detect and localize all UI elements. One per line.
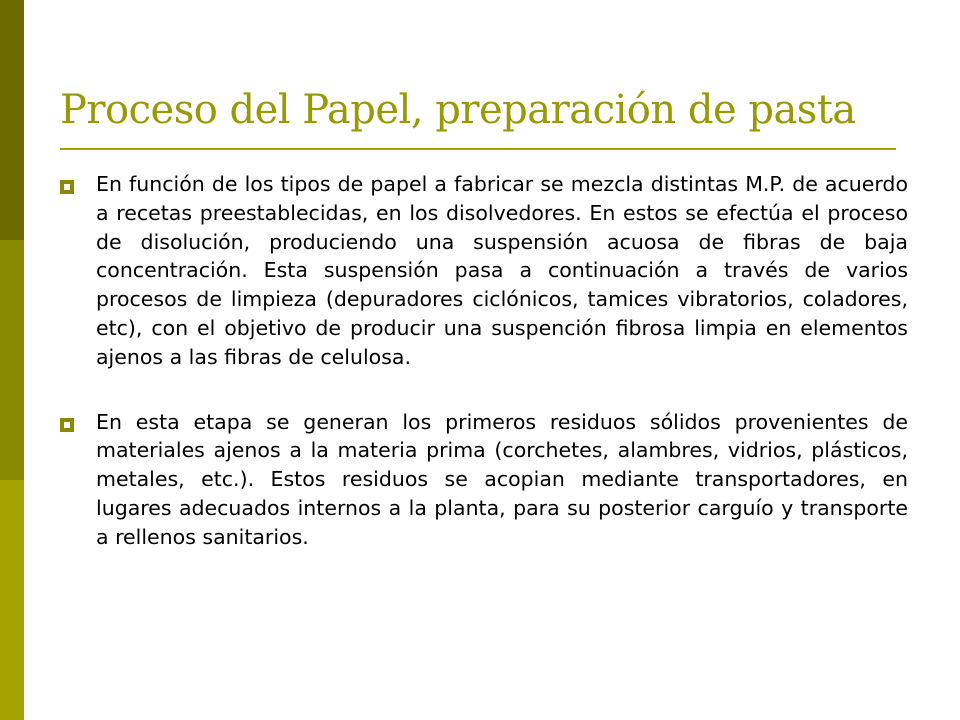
bullet-text: En función de los tipos de papel a fabricar se mezcla distintas M.P. de acuerdo a recetas preestablecidas, en los disolvedores. En estos se efectúa el proceso de disolución, produciendo una suspensión acuosa de fibras de baja concentración. Esta suspensión pasa a continuación a través de varios procesos de limpieza (depuradores ciclónicos, tamices vibratorios, coladores, etc), con el objetivo de producir una suspención fibrosa limpia en elementos ajenos a las fibras de celulosa. <box>96 172 908 369</box>
title-underline-rule <box>60 148 896 150</box>
side-accent-bar-bottom <box>0 480 24 720</box>
bullet-text: En esta etapa se generan los primeros residuos sólidos provenientes de materiales ajenos a la materia prima (corchetes, alambres, vidrios, plásticos, metales, etc.). Estos residuos se acopian mediante transportadores, en lugares adecuados internos a la planta, para su posterior carguío y transporte a rellenos sanitarios. <box>96 409 908 549</box>
slide-body <box>60 170 908 588</box>
side-accent-bar-middle <box>0 240 24 480</box>
bullet-item <box>60 408 908 552</box>
square-bullet-icon <box>60 170 96 194</box>
slide-title: Proceso del Papel, preparación de pasta <box>60 87 856 133</box>
square-bullet-icon <box>60 408 96 432</box>
bullet-item <box>60 170 908 372</box>
side-accent-bar-top <box>0 0 24 240</box>
